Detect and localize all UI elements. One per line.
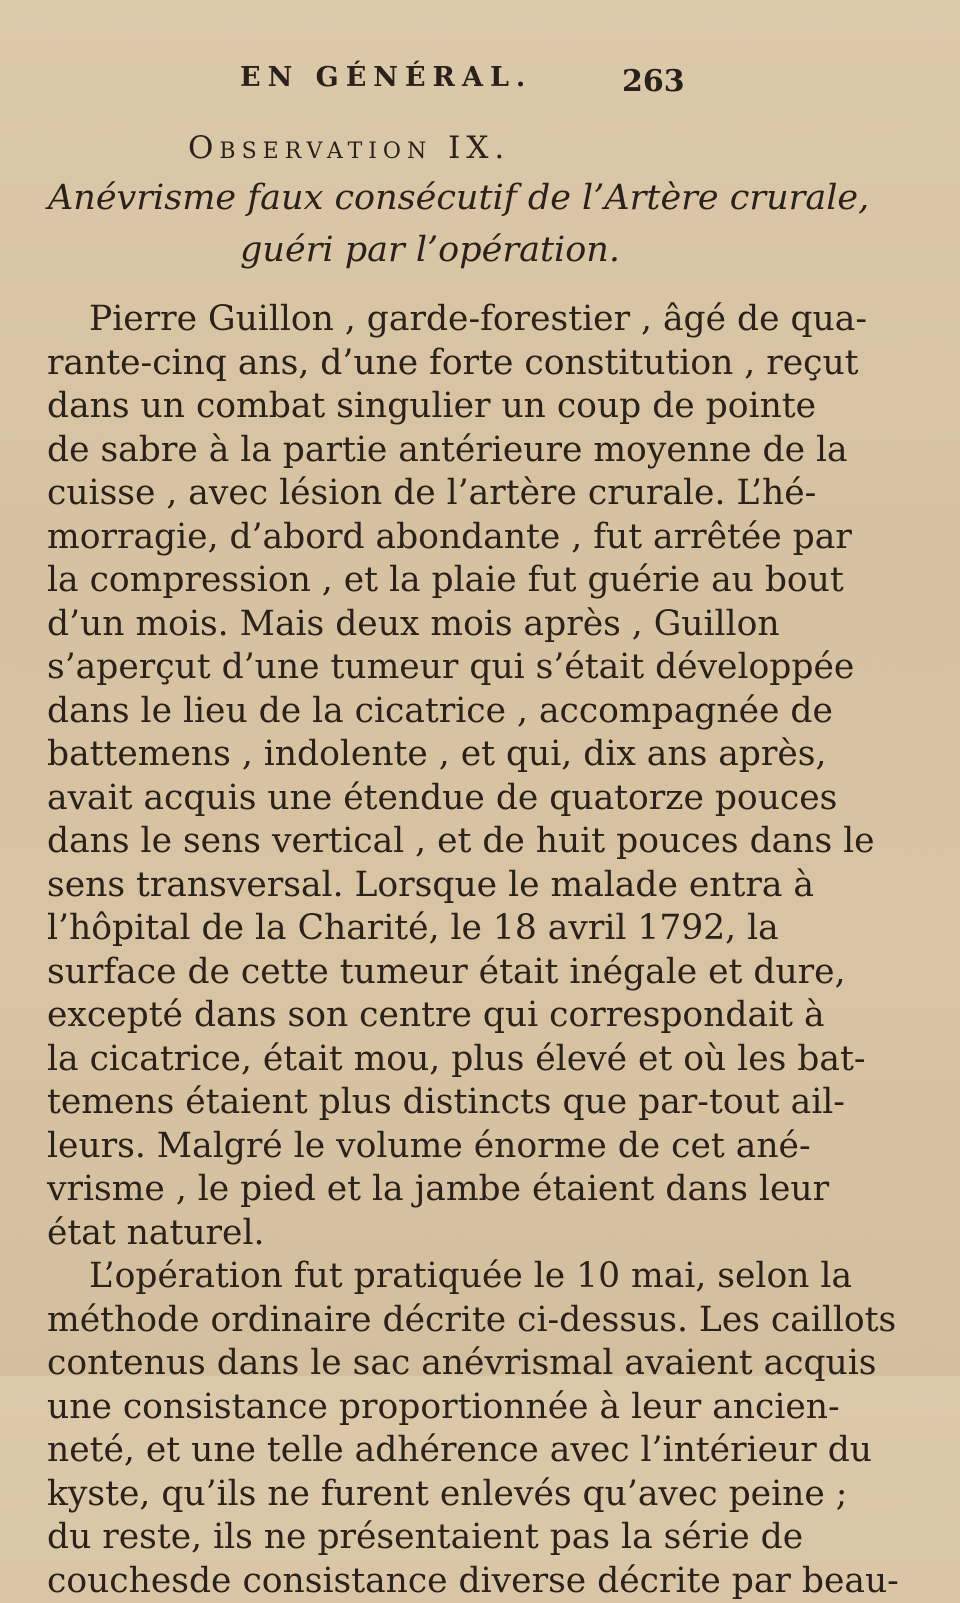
text-line: avait acquis une étendue de quatorze pouces: [47, 777, 777, 821]
text-line: neté, et une telle adhérence avec l’intérieur du: [47, 1429, 777, 1473]
body-text: [47, 298, 777, 1603]
text-line: s’aperçut d’une tumeur qui s’était développée: [47, 646, 777, 690]
text-line: une consistance proportionnée à leur ancien-: [47, 1386, 777, 1430]
text-line: dans le sens vertical , et de huit pouces dans le: [47, 820, 777, 864]
text-line: vrisme , le pied et la jambe étaient dans leur: [47, 1168, 777, 1212]
text-line: leurs. Malgré le volume énorme de cet ané-: [47, 1125, 777, 1169]
page-number: 263: [622, 64, 685, 99]
text-line: cuisse , avec lésion de l’artère crurale. L’hé-: [47, 472, 777, 516]
text-line: dans le lieu de la cicatrice , accompagnée de: [47, 690, 777, 734]
text-line: dans un combat singulier un coup de pointe: [47, 385, 777, 429]
text-line: méthode ordinaire décrite ci-dessus. Les caillots: [47, 1299, 777, 1343]
text-line: rante-cinq ans, d’une forte constitution , reçut: [47, 342, 777, 386]
text-line: couchesde consistance diverse décrite par beau-: [47, 1560, 777, 1603]
text-line: la compression , et la plaie fut guérie au bout: [47, 559, 777, 603]
text-line: morragie, d’abord abondante , fut arrêtée par: [47, 516, 777, 560]
text-line: état naturel.: [47, 1212, 777, 1256]
text-line: de sabre à la partie antérieure moyenne de la: [47, 429, 777, 473]
text-line: temens étaient plus distincts que par-tout ail-: [47, 1081, 777, 1125]
text-line: surface de cette tumeur était inégale et dure,: [47, 951, 777, 995]
text-line: l’hôpital de la Charité, le 18 avril 1792, la: [47, 907, 777, 951]
text-line: sens transversal. Lorsque le malade entra à: [47, 864, 777, 908]
text-line: la cicatrice, était mou, plus élevé et où les bat-: [47, 1038, 777, 1082]
running-head: EN GÉNÉRAL.: [240, 62, 660, 93]
text-line: Pierre Guillon , garde-forestier , âgé de qua-: [47, 298, 777, 342]
observation-subtitle-line-2: guéri par l’opération.: [240, 230, 960, 270]
text-line: contenus dans le sac anévrismal avaient acquis: [47, 1342, 777, 1386]
text-line: d’un mois. Mais deux mois après , Guillon: [47, 603, 777, 647]
text-line: battemens , indolente , et qui, dix ans après,: [47, 733, 777, 777]
text-line: du reste, ils ne présentaient pas la série de: [47, 1516, 777, 1560]
observation-subtitle-line-1: Anévrisme faux consécutif de l’Artère crurale,: [48, 178, 768, 218]
text-line: kyste, qu’ils ne furent enlevés qu’avec peine ;: [47, 1473, 777, 1517]
text-line: excepté dans son centre qui correspondait à: [47, 994, 777, 1038]
text-line: L’opération fut pratiquée le 10 mai, selon la: [47, 1255, 777, 1299]
observation-title: Observation IX.: [188, 130, 510, 166]
